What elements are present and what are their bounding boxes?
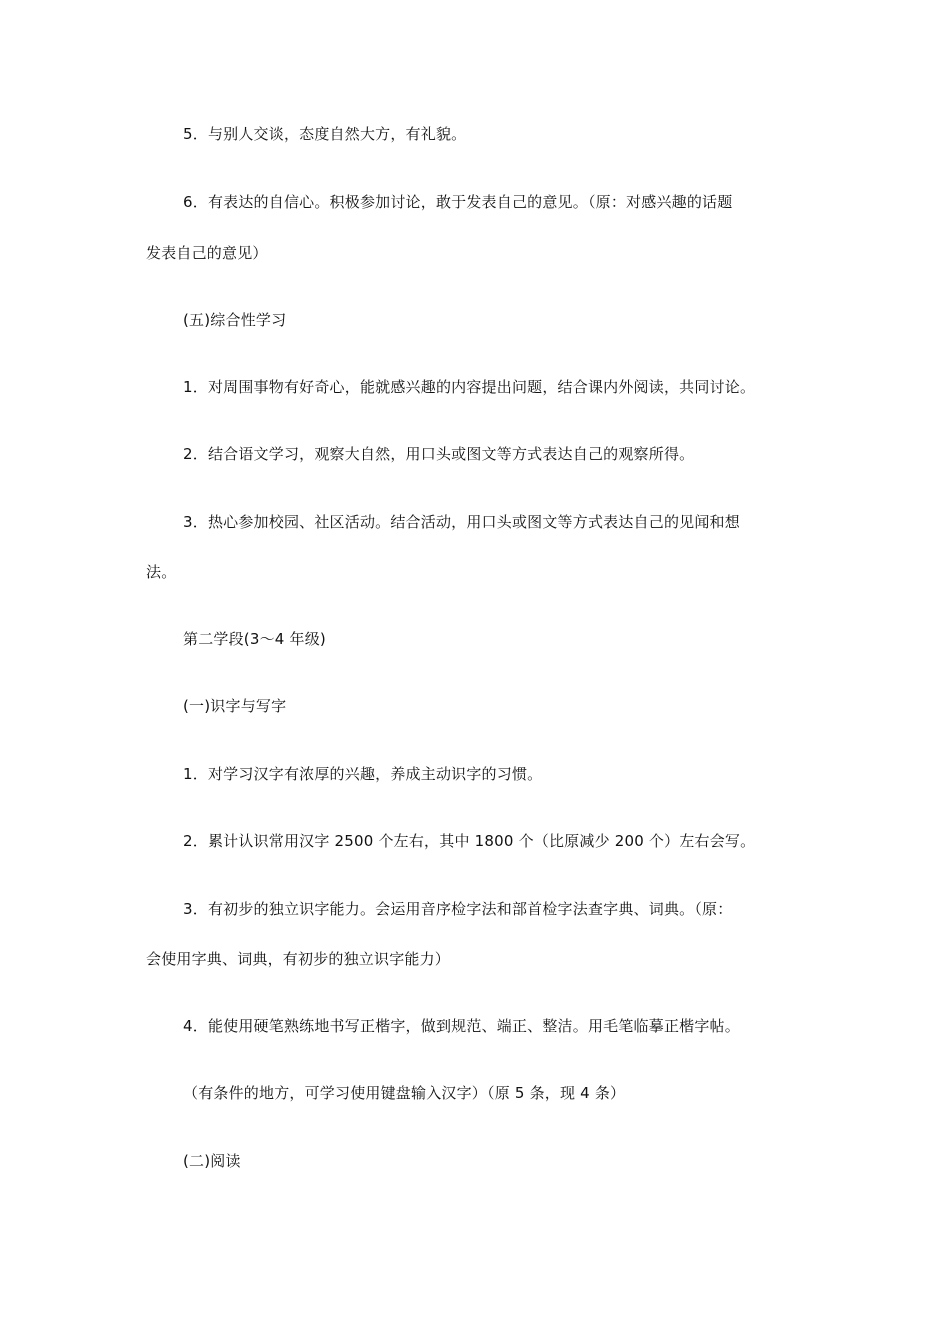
literacy-note: （有条件的地方，可学习使用键盘输入汉字）（原 5 条，现 4 条）	[183, 1084, 626, 1102]
item-6-continuation: 发表自己的意见）	[146, 244, 268, 262]
literacy-item-1: 1．对学习汉字有浓厚的兴趣，养成主动识字的习惯。	[183, 765, 543, 783]
comprehensive-item-2: 2．结合语文学习，观察大自然，用口头或图文等方式表达自己的观察所得。	[183, 445, 695, 463]
stage-heading-grade-3-4: 第二学段(3～4 年级)	[183, 630, 326, 648]
section-heading-reading: (二)阅读	[183, 1152, 241, 1170]
comprehensive-item-3: 3．热心参加校园、社区活动。结合活动，用口头或图文等方式表达自己的见闻和想	[183, 513, 740, 531]
literacy-item-2: 2．累计认识常用汉字 2500 个左右，其中 1800 个（比原减少 200 个）左右会写。	[183, 832, 756, 850]
literacy-item-3: 3．有初步的独立识字能力。会运用音序检字法和部首检字法查字典、词典。（原：	[183, 900, 733, 918]
comprehensive-item-1: 1．对周围事物有好奇心，能就感兴趣的内容提出问题，结合课内外阅读，共同讨论。	[183, 378, 756, 396]
comprehensive-item-3-continuation: 法。	[146, 563, 177, 581]
item-5-speaking-manner: 5．与别人交谈，态度自然大方，有礼貌。	[183, 125, 467, 143]
literacy-item-3-continuation: 会使用字典、词典，有初步的独立识字能力）	[146, 950, 451, 968]
section-heading-comprehensive-learning: (五)综合性学习	[183, 311, 287, 329]
section-heading-literacy-writing: (一)识字与写字	[183, 697, 287, 715]
literacy-item-4: 4．能使用硬笔熟练地书写正楷字，做到规范、端正、整洁。用毛笔临摹正楷字帖。	[183, 1017, 740, 1035]
item-6-confidence: 6．有表达的自信心。积极参加讨论，敢于发表自己的意见。（原：对感兴趣的话题	[183, 193, 733, 211]
